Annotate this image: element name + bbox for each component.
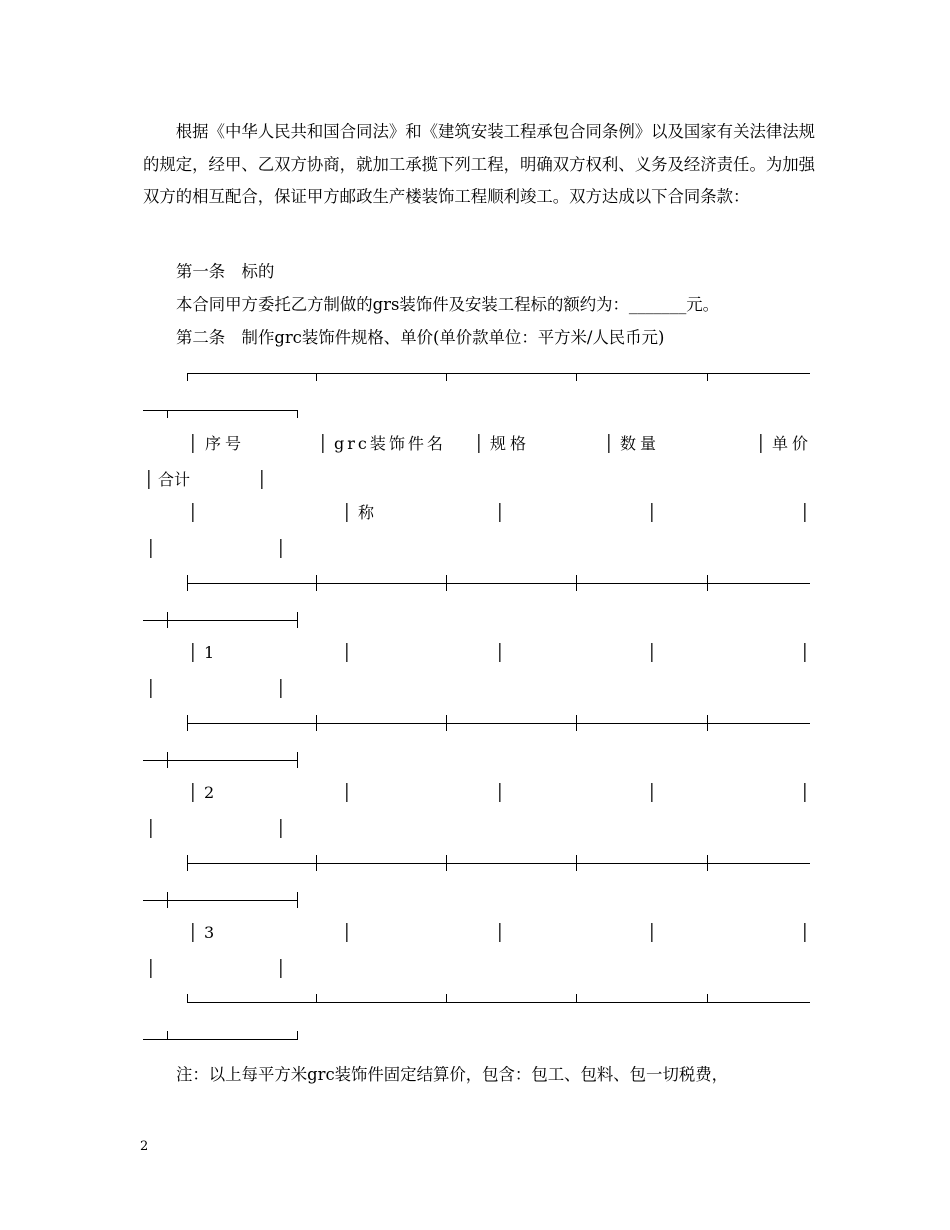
header-spec: 规格 bbox=[490, 434, 531, 453]
article2-heading: 第二条 制作grc装饰件规格、单价(单价款单位：平方米/人民币元) bbox=[176, 328, 665, 347]
page-number: 2 bbox=[140, 1139, 149, 1154]
row-seq: 2 bbox=[204, 783, 215, 802]
header-price: 单价 bbox=[772, 434, 813, 453]
row-seq: 1 bbox=[204, 643, 215, 662]
row-seq: 3 bbox=[204, 923, 215, 942]
header-qty: 数量 bbox=[620, 434, 661, 453]
article1-text: 本合同甲方委托乙方制做的grs装饰件及安装工程标的额约为：_______元。 bbox=[176, 295, 720, 314]
header-name-cont: 称 bbox=[358, 503, 375, 522]
header-name: grc装饰件名 bbox=[334, 434, 446, 453]
article1-heading: 第一条 标的 bbox=[176, 262, 275, 281]
note-text: 注：以上每平方米grc装饰件固定结算价，包含：包工、包料、包一切税费， bbox=[176, 1065, 729, 1084]
header-seq: 序号 bbox=[205, 434, 246, 453]
intro-paragraph: 根据《中华人民共和国合同法》和《建筑安装工程承包合同条例》以及国家有关法律法规的规定，经甲、乙双方协商，就加工承揽下列工程，明确双方权利、义务及经济责任。为加强双方的相互配合，保证甲方邮政生产楼装饰工程顺利竣工。双方达成以下合同条款： bbox=[143, 122, 816, 206]
header-total: 合计 bbox=[158, 470, 191, 489]
